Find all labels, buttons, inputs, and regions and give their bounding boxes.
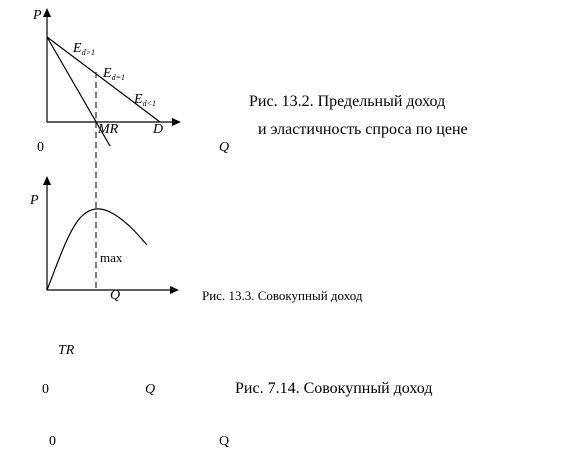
top-x-axis-arrow bbox=[172, 118, 181, 126]
bottom-x-axis-label: Q bbox=[110, 288, 121, 303]
d-label: D bbox=[153, 122, 164, 137]
top-origin-label: 0 bbox=[37, 140, 44, 155]
mr-label: MR bbox=[98, 122, 119, 137]
elasticity-eq1-base: E bbox=[103, 66, 112, 81]
elasticity-lt1-label bbox=[134, 93, 156, 108]
elasticity-gt1-base: E bbox=[73, 41, 82, 56]
elasticity-eq1-label bbox=[103, 67, 125, 82]
caption-7-14: Рис. 7.14. Совокупный доход bbox=[235, 380, 433, 397]
bottom-y-axis-arrow bbox=[43, 176, 51, 185]
total-revenue-curve bbox=[47, 209, 147, 290]
elasticity-lt1-sub: d<1 bbox=[142, 99, 156, 108]
top-y-axis-label: P bbox=[33, 8, 42, 23]
q-label-1: Q bbox=[145, 382, 156, 397]
top-y-axis-arrow bbox=[43, 8, 51, 17]
caption-13-3: Рис. 13.3. Совокупный доход bbox=[202, 288, 363, 303]
top-x-axis-label: Q bbox=[219, 140, 230, 155]
elasticity-gt1-sub: d>1 bbox=[81, 48, 95, 57]
tr-label: TR bbox=[58, 343, 75, 358]
bottom-x-axis-arrow bbox=[170, 286, 179, 294]
q-label-2: Q bbox=[219, 434, 230, 449]
origin-label-1: 0 bbox=[42, 382, 49, 397]
caption-13-2-line2: и эластичность спроса по цене bbox=[258, 121, 468, 138]
elasticity-gt1-label bbox=[73, 42, 95, 57]
max-label: max bbox=[100, 250, 123, 265]
elasticity-lt1-base: E bbox=[134, 92, 143, 107]
origin-label-2: 0 bbox=[49, 434, 56, 449]
caption-13-2-line1: Рис. 13.2. Предельный доход bbox=[249, 93, 446, 110]
bottom-y-axis-label: P bbox=[30, 193, 39, 208]
elasticity-eq1-sub: d=1 bbox=[111, 73, 125, 82]
